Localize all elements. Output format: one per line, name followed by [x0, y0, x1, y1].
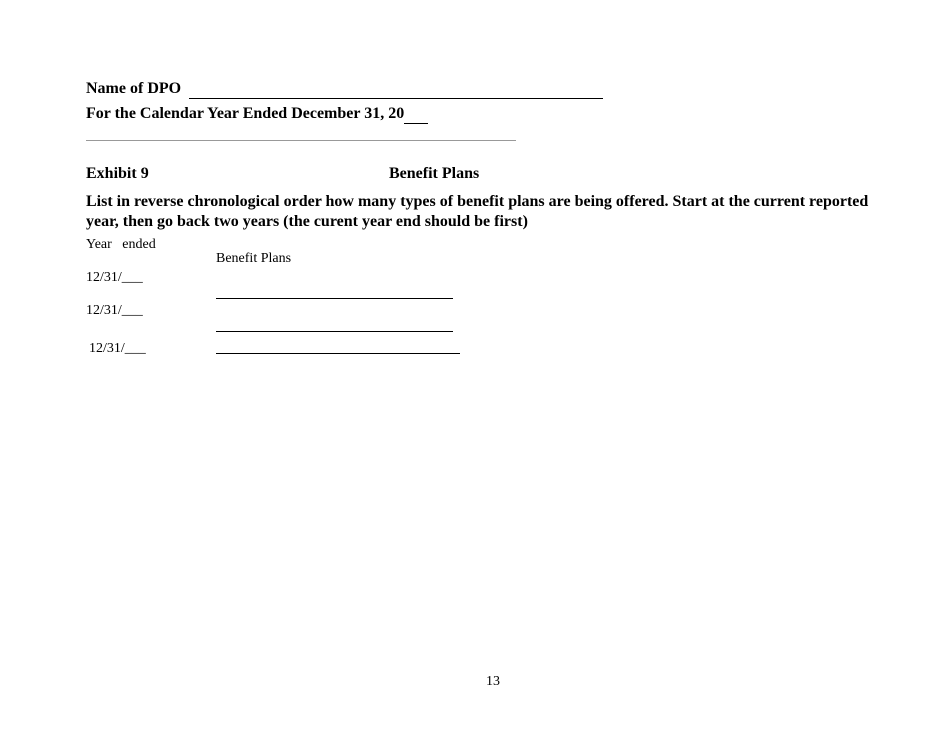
dpo-name-blank	[189, 80, 603, 99]
calendar-year-label: For the Calendar Year Ended December 31, 20	[86, 105, 405, 122]
header-separator	[86, 140, 516, 141]
calendar-year-blank	[404, 105, 428, 124]
year-ended-header: Year ended	[86, 237, 156, 252]
benefit-plans-header: Benefit Plans	[216, 251, 292, 266]
calendar-year-line	[86, 105, 428, 124]
instructions-line-2: year, then go back two years (the curent year end should be first)	[86, 213, 528, 230]
benefit-plans-blank-3[interactable]	[216, 353, 460, 354]
benefit-plans-blank-1[interactable]	[216, 298, 453, 299]
exhibit-number: Exhibit 9	[86, 165, 149, 182]
benefit-plans-blank-2[interactable]	[216, 331, 453, 332]
year-cell-3: 12/31/___	[89, 341, 146, 356]
instructions-line-1: List in reverse chronological order how many types of benefit plans are being offered. Start at the current reported	[86, 193, 869, 210]
exhibit-title: Benefit Plans	[389, 165, 480, 182]
page-number: 13	[486, 674, 500, 689]
dpo-name-line	[86, 80, 603, 99]
dpo-name-label: Name of DPO	[86, 80, 182, 97]
year-cell-2: 12/31/___	[86, 303, 143, 318]
year-cell-1: 12/31/___	[86, 270, 143, 285]
